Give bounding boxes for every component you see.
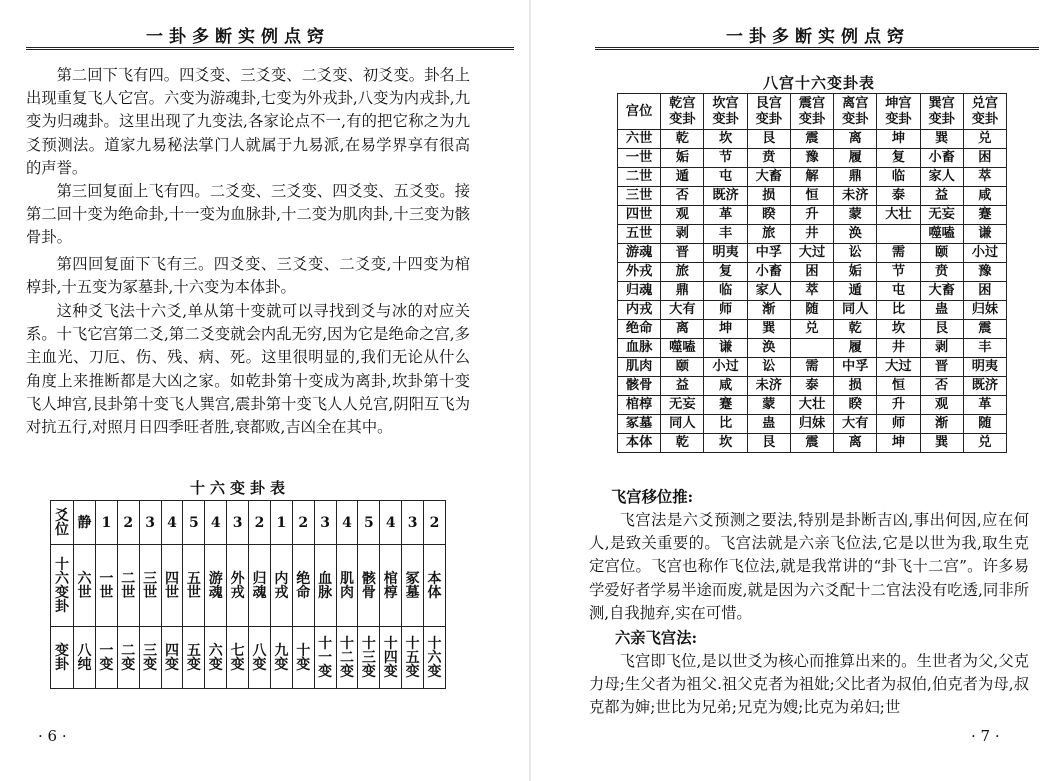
table-row — [618, 225, 1007, 244]
hexagram-cell: 比 — [877, 301, 920, 320]
table-row — [618, 263, 1007, 282]
hexagram-cell: 谦 — [963, 225, 1006, 244]
hexagram-cell: 丰 — [704, 225, 747, 244]
change-name-cell: 四 世 — [161, 545, 183, 627]
hexagram-cell: 豫 — [790, 149, 833, 168]
section-title-flying-palace: 飞宫移位推: — [611, 488, 694, 506]
hexagram-cell: 复 — [704, 263, 747, 282]
hexagram-cell: 观 — [661, 206, 704, 225]
row-label-cell: 骸骨 — [618, 377, 661, 396]
hexagram-cell: 否 — [661, 187, 704, 206]
row-label-cell: 内戎 — [618, 301, 661, 320]
change-name-cell: 三 世 — [139, 545, 161, 627]
hexagram-cell: 离 — [834, 130, 877, 149]
hexagram-cell: 丰 — [963, 339, 1006, 358]
row-label-cell: 一世 — [618, 149, 661, 168]
header-cell: 坎宫 变卦 — [704, 94, 747, 130]
hexagram-cell: 临 — [704, 282, 747, 301]
hexagram-cell: 兑 — [963, 130, 1006, 149]
hexagram-cell: 遁 — [661, 168, 704, 187]
hexagram-cell: 震 — [790, 434, 833, 453]
change-count-cell: 五 变 — [183, 627, 205, 689]
header-cell: 震宫 变卦 — [790, 94, 833, 130]
hexagram-cell: 恒 — [790, 187, 833, 206]
header-cell: 乾宫 变卦 — [661, 94, 704, 130]
change-count-cell: 十 六 变 — [424, 627, 446, 689]
yao-cell: 5 — [358, 501, 380, 545]
hexagram-cell: 同人 — [661, 415, 704, 434]
row-label-cell: 棺椁 — [618, 396, 661, 415]
change-count-cell: 九 变 — [270, 627, 292, 689]
hexagram-cell: 睽 — [834, 396, 877, 415]
yao-cell: 1 — [270, 501, 292, 545]
hexagram-cell: 大畜 — [747, 168, 790, 187]
row-label-cell: 五世 — [618, 225, 661, 244]
page-number: · 7 · — [971, 727, 1000, 745]
hexagram-cell: 节 — [704, 149, 747, 168]
hexagram-cell: 明夷 — [704, 244, 747, 263]
hexagram-cell: 履 — [834, 339, 877, 358]
table-row — [618, 339, 1007, 358]
table-row — [618, 415, 1007, 434]
hexagram-cell: 损 — [747, 187, 790, 206]
hexagram-cell: 家人 — [920, 168, 963, 187]
yao-cell: 1 — [95, 501, 117, 545]
hexagram-cell: 师 — [704, 301, 747, 320]
hexagram-cell: 大过 — [877, 358, 920, 377]
hexagram-cell: 需 — [790, 358, 833, 377]
change-name-cell: 五 世 — [183, 545, 205, 627]
hexagram-cell: 井 — [790, 225, 833, 244]
table-row — [618, 149, 1007, 168]
row-label-cell: 本体 — [618, 434, 661, 453]
hexagram-cell: 屯 — [877, 282, 920, 301]
paragraph-4: 这种爻飞法十六爻,单从第十变就可以寻找到爻与冰的对应关系。十飞它宫第二爻,第二爻变就会内乱无穷,因为它是绝命之宫,多主血光、刀厄、伤、残、病、死。这里很明显的,我们无论从什么角度上来推断都是大凶之家。如乾卦第十变成为离卦,坎卦第十变飞人坤宫,艮卦第十变飞人巽宫,震卦第十变飞人人兑宫,阴阳互飞为对抗五行,对照月日四季旺者胜,衰都败,吉凶全在其中。 — [26, 302, 470, 437]
hexagram-cell: 萃 — [790, 282, 833, 301]
header-cell: 兑宫 变卦 — [963, 94, 1006, 130]
hexagram-cell: 贲 — [920, 263, 963, 282]
change-name-cell: 二 世 — [117, 545, 139, 627]
hexagram-cell: 同人 — [834, 301, 877, 320]
hexagram-cell: 小过 — [704, 358, 747, 377]
table-row — [618, 244, 1007, 263]
table-title: 八宫十六变卦表 — [763, 74, 876, 92]
hexagram-cell: 坤 — [877, 434, 920, 453]
hexagram-cell: 履 — [834, 149, 877, 168]
table-row — [618, 434, 1007, 453]
hexagram-cell: 明夷 — [963, 358, 1006, 377]
hexagram-cell: 艮 — [747, 130, 790, 149]
yao-cell: 4 — [161, 501, 183, 545]
header-cell: 坤宫 变卦 — [877, 94, 920, 130]
hexagram-cell: 泰 — [877, 187, 920, 206]
change-name-cell: 本 体 — [424, 545, 446, 627]
hexagram-cell: 节 — [877, 263, 920, 282]
yao-cell: 3 — [227, 501, 249, 545]
hexagram-cell: 未济 — [834, 187, 877, 206]
row-label-cell: 游魂 — [618, 244, 661, 263]
hexagram-cell: 否 — [920, 377, 963, 396]
yao-cell: 3 — [139, 501, 161, 545]
hexagram-cell: 旅 — [747, 225, 790, 244]
table-row — [618, 187, 1007, 206]
hexagram-cell: 巽 — [920, 130, 963, 149]
eight-palace-table — [617, 93, 1007, 453]
hexagram-cell: 无妄 — [661, 396, 704, 415]
hexagram-cell: 晋 — [920, 358, 963, 377]
section-text-six-relatives: 飞宫即飞位,是以世爻为核心而推算出来的。生世者为父,父克力母;生父者为祖父.祖父克者为祖妣;父比者为叔伯,伯克者为母,叔克都为婶;世比为兄弟;兄克为嫂;比克为弟妇;世 — [589, 652, 1029, 717]
hexagram-cell: 大过 — [790, 244, 833, 263]
header-rule — [26, 47, 514, 50]
hexagram-cell: 坎 — [877, 320, 920, 339]
change-count-cell: 六 变 — [205, 627, 227, 689]
yao-cell: 4 — [205, 501, 227, 545]
row-label-cell: 外戎 — [618, 263, 661, 282]
change-count-cell: 八 变 — [249, 627, 271, 689]
hexagram-cell: 升 — [877, 396, 920, 415]
hexagram-cell: 随 — [963, 415, 1006, 434]
hexagram-cell: 困 — [963, 149, 1006, 168]
table-row — [618, 301, 1007, 320]
row-label-cell: 四世 — [618, 206, 661, 225]
header-cell: 艮宫 变卦 — [747, 94, 790, 130]
hexagram-cell: 既济 — [963, 377, 1006, 396]
change-count-cell: 二 变 — [117, 627, 139, 689]
row-label-cell: 三世 — [618, 187, 661, 206]
hexagram-cell: 鼎 — [834, 168, 877, 187]
hexagram-cell: 遁 — [834, 282, 877, 301]
hexagram-cell: 大有 — [834, 415, 877, 434]
page-number: · 6 · — [38, 727, 67, 745]
header-cell: 巽宫 变卦 — [920, 94, 963, 130]
change-count-cell: 四 变 — [161, 627, 183, 689]
table-row — [618, 206, 1007, 225]
row-label-cell: 冢墓 — [618, 415, 661, 434]
hexagram-cell: 坤 — [704, 320, 747, 339]
hexagram-cell: 恒 — [877, 377, 920, 396]
hexagram-cell: 讼 — [747, 358, 790, 377]
hexagram-cell: 需 — [877, 244, 920, 263]
table-row — [618, 130, 1007, 149]
table-row — [618, 320, 1007, 339]
hexagram-cell: 井 — [877, 339, 920, 358]
row-label-changes: 变 卦 — [51, 627, 74, 689]
hexagram-cell: 损 — [834, 377, 877, 396]
table-title: 十六变卦表 — [190, 479, 291, 497]
hexagram-cell: 无妄 — [920, 206, 963, 225]
row-label-cell: 归魂 — [618, 282, 661, 301]
hexagram-cell: 巽 — [747, 320, 790, 339]
yao-cell: 2 — [249, 501, 271, 545]
hexagram-cell: 复 — [877, 149, 920, 168]
hexagram-cell: 姤 — [661, 149, 704, 168]
hexagram-cell: 坎 — [704, 434, 747, 453]
table-row — [618, 358, 1007, 377]
hexagram-cell: 颐 — [920, 244, 963, 263]
hexagram-cell: 蒙 — [747, 396, 790, 415]
change-count-cell: 十 一 变 — [314, 627, 336, 689]
hexagram-cell: 师 — [877, 415, 920, 434]
change-name-cell: 绝 命 — [292, 545, 314, 627]
hexagram-cell: 家人 — [747, 282, 790, 301]
running-header: 一卦多断实例点窍 — [726, 27, 910, 47]
hexagram-cell: 观 — [920, 396, 963, 415]
hexagram-cell: 革 — [963, 396, 1006, 415]
table-row — [618, 282, 1007, 301]
row-label-cell: 绝命 — [618, 320, 661, 339]
hexagram-cell: 蹇 — [963, 206, 1006, 225]
hexagram-cell: 坎 — [704, 130, 747, 149]
hexagram-cell: 贲 — [747, 149, 790, 168]
hexagram-cell: 困 — [963, 282, 1006, 301]
hexagram-cell: 革 — [704, 206, 747, 225]
hexagram-cell: 晋 — [661, 244, 704, 263]
hexagram-cell: 大壮 — [877, 206, 920, 225]
paragraph-2: 第三回复面上飞有四。二爻变、三爻变、四爻变、五爻变。接第二回十变为绝命卦,十一变为血脉卦,十二变为肌肉卦,十三变为骸骨卦。 — [26, 182, 470, 247]
change-name-cell: 骸 骨 — [358, 545, 380, 627]
hexagram-cell: 随 — [790, 301, 833, 320]
row-label-cell: 二世 — [618, 168, 661, 187]
hexagram-cell: 屯 — [704, 168, 747, 187]
hexagram-cell: 兑 — [963, 434, 1006, 453]
hexagram-cell: 解 — [790, 168, 833, 187]
hexagram-cell: 豫 — [963, 263, 1006, 282]
change-name-cell: 外 戎 — [227, 545, 249, 627]
hexagram-cell: 乾 — [661, 434, 704, 453]
change-count-cell: 八 纯 — [74, 627, 96, 689]
change-name-cell: 肌 肉 — [336, 545, 358, 627]
sixteen-change-table — [50, 500, 446, 689]
change-count-cell: 十 三 变 — [358, 627, 380, 689]
hexagram-cell: 蒙 — [834, 206, 877, 225]
table-row — [618, 396, 1007, 415]
change-count-cell: 十 四 变 — [380, 627, 402, 689]
hexagram-cell: 蹇 — [704, 396, 747, 415]
hexagram-cell: 乾 — [834, 320, 877, 339]
hexagram-cell — [790, 339, 833, 358]
hexagram-cell: 咸 — [704, 377, 747, 396]
change-name-cell: 归 魂 — [249, 545, 271, 627]
hexagram-cell: 困 — [790, 263, 833, 282]
yao-cell: 4 — [380, 501, 402, 545]
row-label-cell: 六世 — [618, 130, 661, 149]
hexagram-cell: 大有 — [661, 301, 704, 320]
hexagram-cell: 大畜 — [920, 282, 963, 301]
hexagram-cell: 既济 — [704, 187, 747, 206]
hexagram-cell: 噬嗑 — [661, 339, 704, 358]
hexagram-cell: 中孚 — [747, 244, 790, 263]
hexagram-cell: 益 — [661, 377, 704, 396]
hexagram-cell: 姤 — [834, 263, 877, 282]
header-cell: 宫位 — [618, 94, 661, 130]
hexagram-cell: 旅 — [661, 263, 704, 282]
yao-cell: 2 — [292, 501, 314, 545]
change-count-cell: 一 变 — [95, 627, 117, 689]
hexagram-cell: 离 — [661, 320, 704, 339]
yao-cell: 5 — [183, 501, 205, 545]
hexagram-cell: 比 — [704, 415, 747, 434]
hexagram-cell: 艮 — [747, 434, 790, 453]
hexagram-cell: 咸 — [963, 187, 1006, 206]
table-row — [618, 377, 1007, 396]
change-name-cell: 棺 椁 — [380, 545, 402, 627]
hexagram-cell: 剥 — [920, 339, 963, 358]
hexagram-cell: 归妹 — [963, 301, 1006, 320]
hexagram-cell: 离 — [834, 434, 877, 453]
change-name-cell: 冢 墓 — [402, 545, 424, 627]
header-cell: 离宫 变卦 — [834, 94, 877, 130]
hexagram-cell: 谦 — [704, 339, 747, 358]
running-header: 一卦多断实例点窍 — [146, 27, 330, 47]
row-label-cell: 血脉 — [618, 339, 661, 358]
hexagram-cell: 小畜 — [747, 263, 790, 282]
paragraph-1: 第二回下飞有四。四爻变、三爻变、二爻变、初爻变。卦名上出现重复飞人它宫。六变为游魂卦,七变为外戎卦,八变为内戎卦,九变为归魂卦。这里出现了九变法,各家论点不一,有的把它称之为九爻预测法。道家九易秘法掌门人就属于九易派,在易学界享有很高的声誉。 — [26, 66, 470, 177]
hexagram-cell: 涣 — [747, 339, 790, 358]
hexagram-cell — [877, 225, 920, 244]
hexagram-cell: 归妹 — [790, 415, 833, 434]
section-title-six-relatives: 六亲飞宫法: — [615, 629, 698, 647]
hexagram-cell: 临 — [877, 168, 920, 187]
hexagram-cell: 蛊 — [747, 415, 790, 434]
hexagram-cell: 蛊 — [920, 301, 963, 320]
hexagram-cell: 乾 — [661, 130, 704, 149]
hexagram-cell: 渐 — [920, 415, 963, 434]
hexagram-cell: 涣 — [834, 225, 877, 244]
hexagram-cell: 未济 — [747, 377, 790, 396]
left-page — [0, 0, 528, 781]
yao-cell: 3 — [402, 501, 424, 545]
hexagram-cell: 中孚 — [834, 358, 877, 377]
hexagram-cell: 颐 — [661, 358, 704, 377]
hexagram-cell: 睽 — [747, 206, 790, 225]
hexagram-cell: 剥 — [661, 225, 704, 244]
hexagram-cell: 升 — [790, 206, 833, 225]
change-name-cell: 游 魂 — [205, 545, 227, 627]
row-label-names: 十 六 变 卦 — [51, 545, 74, 627]
hexagram-cell: 噬嗑 — [920, 225, 963, 244]
row-label-cell: 肌肉 — [618, 358, 661, 377]
change-count-cell: 十 二 变 — [336, 627, 358, 689]
hexagram-cell: 震 — [790, 130, 833, 149]
table-row — [618, 168, 1007, 187]
hexagram-cell: 渐 — [747, 301, 790, 320]
yao-cell: 3 — [314, 501, 336, 545]
change-count-cell: 七 变 — [227, 627, 249, 689]
yao-cell: 2 — [424, 501, 446, 545]
hexagram-cell: 泰 — [790, 377, 833, 396]
row-label-yao: 爻 位 — [51, 501, 74, 545]
hexagram-cell: 坤 — [877, 130, 920, 149]
change-name-cell: 一 世 — [95, 545, 117, 627]
hexagram-cell: 艮 — [920, 320, 963, 339]
change-name-cell: 内 戎 — [270, 545, 292, 627]
change-count-cell: 三 变 — [139, 627, 161, 689]
hexagram-cell: 兑 — [790, 320, 833, 339]
hexagram-cell: 萃 — [963, 168, 1006, 187]
section-text-flying-palace: 飞宫法是六爻预测之要法,特别是卦断吉凶,事出何因,应在何人,是致关重要的。飞宫法就是六亲飞位法,它是以世为我,取生克定宫位。飞宫也称作飞位法,就是我常讲的“卦飞十二宫”。许多易学爱好者学易半途而废,就是因为六爻配十二官法没有吃透,同非所测,自我抛弃,实在可惜。 — [589, 511, 1029, 622]
change-count-cell: 十 变 — [292, 627, 314, 689]
table-header-row — [618, 94, 1007, 130]
yao-cell: 2 — [117, 501, 139, 545]
change-name-cell: 六 世 — [74, 545, 96, 627]
yao-cell: 4 — [336, 501, 358, 545]
hexagram-cell: 小过 — [963, 244, 1006, 263]
header-rule — [595, 47, 1039, 50]
hexagram-cell: 鼎 — [661, 282, 704, 301]
hexagram-cell: 小畜 — [920, 149, 963, 168]
hexagram-cell: 益 — [920, 187, 963, 206]
paragraph-3: 第四回复面下飞有三。四爻变、三爻变、二爻变,十四变为棺椁卦,十五变为冢墓卦,十六变为本体卦。 — [26, 255, 470, 297]
right-page — [531, 0, 1062, 781]
hexagram-cell: 震 — [963, 320, 1006, 339]
change-name-cell: 血 脉 — [314, 545, 336, 627]
hexagram-cell: 讼 — [834, 244, 877, 263]
hexagram-cell: 大壮 — [790, 396, 833, 415]
hexagram-cell: 巽 — [920, 434, 963, 453]
change-count-cell: 十 五 变 — [402, 627, 424, 689]
yao-cell: 静 — [74, 501, 96, 545]
